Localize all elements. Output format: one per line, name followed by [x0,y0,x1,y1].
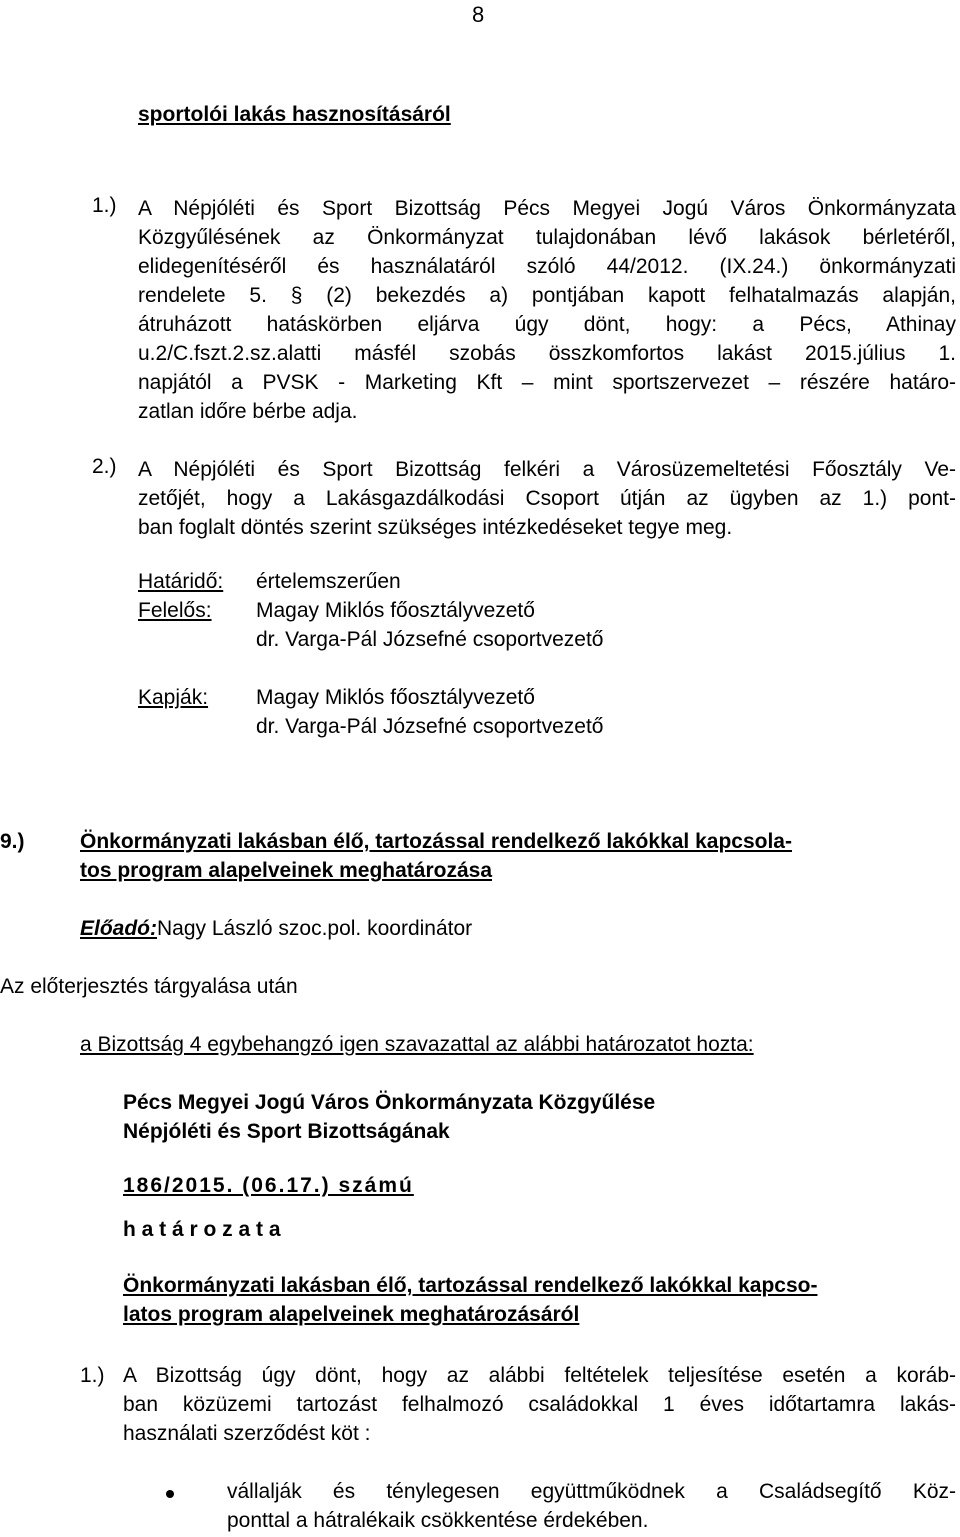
responsible-2: dr. Varga-Pál Józsefné csoportvezető [256,628,604,651]
item-9-title-line-1: Önkormányzati lakásban élő, tartozással rendelkező lakókkal kapcsola- [80,830,792,853]
paragraph-1-line: napjától a PVSK - Marketing Kft – mint sportszervezet – részére határo- [138,371,956,394]
page-number: 8 [472,2,485,27]
recipient-2: dr. Varga-Pál Józsefné csoportvezető [256,715,604,738]
item-9-number: 9.) [0,830,25,853]
resolution-paragraph-line: használati szerződést köt : [123,1422,371,1445]
paragraph-2-number: 2.) [92,455,117,478]
paragraph-1-line: u.2/C.fszt.2.sz.alatti másfél szobás összkomfortos lakást 2015.július 1. [138,342,956,365]
paragraph-1 [138,194,956,426]
bullet-icon [166,1490,174,1498]
section-title: sportolói lakás hasznosításáról [138,103,451,126]
responsible-label: Felelős: [138,599,212,622]
resolution-issuer-line-2: Népjóléti és Sport Bizottságának [123,1120,450,1143]
paragraph-2-line: ban foglalt döntés szerint szükséges intézkedéseket tegye meg. [138,516,733,539]
paragraph-1-number: 1.) [92,194,117,217]
presenter-value: Nagy László szoc.pol. koordinátor [157,917,473,940]
paragraph-2 [138,455,956,542]
resolution-paragraph-line: 1.) A Bizottság úgy dönt, hogy az alábbi feltételek teljesítése esetén a koráb- [80,1364,956,1387]
bullet-item-line: vállalják és ténylegesen együttműködnek a Családsegítő Köz- [227,1480,956,1503]
paragraph-1-line: zatlan időre bérbe adja. [138,400,358,423]
deadline-label: Határidő: [138,570,224,593]
resolution-title-line-1: Önkormányzati lakásban élő, tartozással rendelkező lakókkal kapcso- [123,1274,818,1297]
presenter [80,917,472,941]
presenter-label: Előadó: [80,917,157,940]
resolution-number: 186/2015. (06.17.) számú [123,1174,414,1197]
item-9-title-line-2: tos program alapelveinek meghatározása [80,859,492,882]
resolution-issuer-line-1: Pécs Megyei Jogú Város Önkormányzata Közgyűlése [123,1091,656,1114]
responsible-1: Magay Miklós főosztályvezető [256,599,535,622]
deadline-value: értelemszerűen [256,570,401,593]
resolution-word: h a t á r o z a t a [123,1218,281,1241]
paragraph-1-line: Közgyűlésének az Önkormányzat tulajdonában lévő lakások bérletéről, [138,226,956,249]
resolution-paragraph-1 [80,1361,956,1448]
bullet-item [227,1477,956,1535]
recipient-1: Magay Miklós főosztályvezető [256,686,535,709]
paragraph-1-line: átruházott hatáskörben eljárva úgy dönt, hogy: a Pécs, Athinay [138,313,956,336]
paragraph-1-line: A Népjóléti és Sport Bizottság Pécs Megyei Jogú Város Önkormányzata [138,197,956,220]
paragraph-1-line: rendelete 5. § (2) bekezdés a) pontjában kapott felhatalmazás alapján, [138,284,956,307]
recipients-label: Kapják: [138,686,209,709]
resolution-paragraph-line: ban közüzemi tartozást felhalmozó családokkal 1 éves időtartamra lakás- [123,1393,956,1416]
paragraph-2-line: A Népjóléti és Sport Bizottság felkéri a Városüzemeltetési Főosztály Ve- [138,458,956,481]
discussion-text: Az előterjesztés tárgyalása után [0,975,298,998]
paragraph-1-line: elidegenítéséről és használatáról szóló 44/2012. (IX.24.) önkormányzati [138,255,956,278]
resolution-title-line-2: latos program alapelveinek meghatározásáról [123,1303,580,1326]
vote-text: a Bizottság 4 egybehangzó igen szavazattal az alábbi határozatot hozta: [80,1033,754,1056]
paragraph-2-line: zetőjét, hogy a Lakásgazdálkodási Csoport útján az ügyben az 1.) pont- [138,487,956,510]
bullet-item-line: ponttal a hátralékaik csökkentése érdekében. [227,1509,649,1532]
